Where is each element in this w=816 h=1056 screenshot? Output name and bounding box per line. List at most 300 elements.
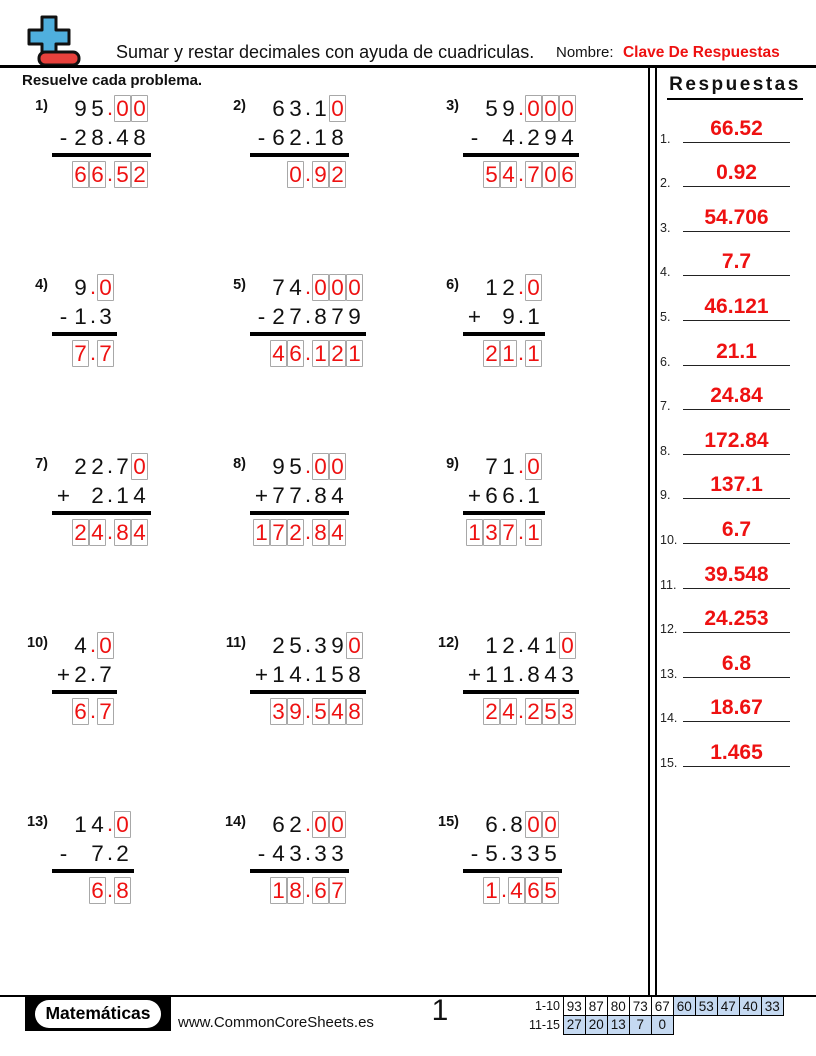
- grid-digit-cell: 6: [525, 877, 542, 904]
- score-cell: 60: [673, 996, 697, 1016]
- digit-cell: 6: [485, 482, 498, 508]
- score-row-label: 11-15: [528, 1017, 560, 1032]
- score-cell: 87: [585, 996, 609, 1016]
- answer-item: [656, 728, 816, 773]
- arithmetic-block: [466, 631, 576, 726]
- grid-digit-cell: 1: [270, 877, 287, 904]
- answer-line: [683, 231, 790, 232]
- answer-value: 18.67: [710, 696, 763, 720]
- arithmetic-block: [466, 94, 576, 189]
- grid-digit-cell: 0: [329, 274, 346, 301]
- digit-cell: 9: [331, 632, 344, 658]
- score-cell: 80: [607, 996, 631, 1016]
- sum-line: [463, 869, 562, 873]
- grid-digit-cell: 0: [312, 453, 329, 480]
- problem-10: [20, 627, 218, 806]
- grid-digit-cell: 0: [525, 453, 542, 480]
- answer-number: 13.: [660, 666, 678, 681]
- answer-value: 0.92: [716, 161, 757, 185]
- answer-line: [683, 142, 790, 143]
- grid-digit-cell: 7: [97, 340, 114, 367]
- problem-number: 13): [27, 814, 48, 830]
- header-divider-line: [0, 65, 816, 68]
- grid-digit-cell: 0: [346, 274, 363, 301]
- sum-line: [250, 511, 349, 515]
- digit-cell: 1: [485, 661, 498, 687]
- decimal-point: .: [517, 124, 525, 149]
- digit-cell: 1: [544, 632, 557, 658]
- problem-15: [431, 806, 641, 985]
- digit-cell: 2: [272, 632, 285, 658]
- digit-cell: 3: [527, 840, 540, 866]
- digit-cell: 8: [91, 124, 104, 150]
- decimal-point: .: [517, 303, 525, 328]
- answer-value: 24.253: [704, 607, 769, 631]
- digit-cell: 2: [91, 453, 104, 479]
- problem-number: 12): [438, 635, 459, 651]
- decimal-point: .: [500, 877, 508, 902]
- grid-digit-cell: 0: [287, 161, 304, 188]
- grid-digit-cell: 2: [329, 340, 346, 367]
- grid-digit-cell: 0: [312, 274, 329, 301]
- score-cell: 73: [629, 996, 653, 1016]
- answer-number: 6.: [660, 354, 671, 369]
- sum-line: [250, 869, 349, 873]
- answer-row: [89, 876, 131, 904]
- arithmetic-block: [55, 94, 148, 189]
- decimal-point: .: [89, 698, 97, 723]
- grid-digit-cell: 6: [72, 161, 89, 188]
- problem-number: 9): [446, 456, 459, 472]
- grid-digit-cell: 0: [131, 95, 148, 122]
- bottom-operand-row: [55, 481, 148, 509]
- answer-value: 54.706: [704, 205, 769, 229]
- decimal-point: .: [304, 274, 312, 299]
- grid-digit-cell: 1: [500, 340, 517, 367]
- grid-digit-cell: 4: [508, 877, 525, 904]
- grid-digit-cell: 4: [500, 698, 517, 725]
- problem-number: 3): [446, 98, 459, 114]
- sum-line: [250, 332, 366, 336]
- digit-cell: 7: [485, 453, 498, 479]
- grid-digit-cell: 3: [270, 698, 287, 725]
- grid-digit-cell: 0: [329, 95, 346, 122]
- score-cell: 40: [739, 996, 763, 1016]
- bottom-operand-row: [466, 839, 559, 867]
- name-row: [556, 44, 780, 62]
- decimal-point: .: [89, 340, 97, 365]
- decimal-point: .: [106, 811, 114, 836]
- grid-digit-cell: 8: [114, 877, 131, 904]
- digit-cell: 8: [527, 661, 540, 687]
- digit-cell: 8: [314, 303, 327, 329]
- website-url: www.CommonCoreSheets.es: [178, 1014, 374, 1031]
- decimal-point: .: [304, 161, 312, 186]
- digit-cell: 5: [485, 840, 498, 866]
- bottom-operand-row: [253, 123, 346, 151]
- digit-cell: 7: [331, 303, 344, 329]
- answers-panel-title-text: Respuestas: [667, 74, 803, 100]
- digit-cell: 9: [348, 303, 361, 329]
- bottom-operand-row: [466, 660, 576, 688]
- arithmetic-block: [253, 452, 346, 547]
- answer-row: [72, 160, 148, 188]
- decimal-point: .: [106, 124, 114, 149]
- decimal-point: .: [89, 274, 97, 299]
- problem-number: 11): [225, 635, 246, 651]
- answer-item: [656, 193, 816, 238]
- score-cell: 33: [761, 996, 785, 1016]
- digit-cell: 4: [133, 482, 146, 508]
- digit-cell: 9: [502, 303, 515, 329]
- plus-sign: +: [254, 482, 269, 508]
- grid-digit-cell: 2: [72, 519, 89, 546]
- digit-cell: 5: [485, 95, 498, 121]
- grid-digit-cell: 5: [312, 698, 329, 725]
- plus-sign: +: [467, 482, 482, 508]
- top-operand-row: [483, 273, 542, 301]
- top-operand-row: [483, 810, 559, 838]
- problem-3: [431, 90, 641, 269]
- answer-number: 7.: [660, 399, 671, 414]
- grid-digit-cell: 1: [525, 519, 542, 546]
- decimal-point: .: [304, 632, 312, 657]
- digit-cell: 8: [133, 124, 146, 150]
- bottom-operand-row: [253, 839, 346, 867]
- score-table: [518, 996, 784, 1035]
- digit-cell: 3: [314, 840, 327, 866]
- digit-cell: 1: [74, 303, 87, 329]
- decimal-point: .: [517, 661, 525, 686]
- grid-digit-cell: 1: [483, 877, 500, 904]
- top-operand-row: [72, 273, 114, 301]
- answer-row: [270, 876, 346, 904]
- digit-cell: 2: [502, 632, 515, 658]
- problem-number: 7): [35, 456, 48, 472]
- answer-line: [683, 721, 790, 722]
- grid-digit-cell: 3: [483, 519, 500, 546]
- answer-line: [683, 677, 790, 678]
- answer-row: [483, 876, 559, 904]
- digit-cell: 2: [74, 661, 87, 687]
- decimal-point: .: [304, 124, 312, 149]
- bottom-operand-row: [55, 839, 131, 867]
- digit-cell: 4: [91, 811, 104, 837]
- sum-line: [52, 511, 151, 515]
- grid-digit-cell: 0: [525, 811, 542, 838]
- arithmetic-block: [466, 273, 542, 368]
- arithmetic-block: [55, 452, 148, 547]
- digit-cell: 9: [74, 274, 87, 300]
- minus-sign: -: [59, 124, 68, 150]
- digit-cell: 4: [527, 632, 540, 658]
- grid-digit-cell: 9: [312, 161, 329, 188]
- digit-cell: 7: [272, 482, 285, 508]
- digit-cell: 4: [289, 274, 302, 300]
- arithmetic-block: [55, 273, 114, 368]
- grid-digit-cell: 0: [542, 161, 559, 188]
- bottom-operand-row: [253, 481, 346, 509]
- plus-minus-logo: [20, 14, 86, 70]
- sum-line: [52, 690, 117, 694]
- digit-cell: 6: [272, 95, 285, 121]
- answer-line: [683, 588, 790, 589]
- problem-number: 14): [225, 814, 246, 830]
- digit-cell: 2: [527, 124, 540, 150]
- top-operand-row: [483, 452, 542, 480]
- grid-digit-cell: 7: [72, 340, 89, 367]
- decimal-point: .: [517, 340, 525, 365]
- top-operand-row: [72, 452, 148, 480]
- decimal-point: .: [517, 161, 525, 186]
- answer-item: [656, 149, 816, 194]
- answer-value: 7.7: [721, 250, 752, 274]
- grid-digit-cell: 2: [483, 340, 500, 367]
- digit-cell: 7: [116, 453, 129, 479]
- answer-line: [683, 365, 790, 366]
- digit-cell: 6: [502, 482, 515, 508]
- digit-cell: 4: [331, 482, 344, 508]
- problem-number: 5): [233, 277, 246, 293]
- digit-cell: 1: [314, 661, 327, 687]
- name-value: Clave De Respuestas: [622, 44, 780, 61]
- answers-panel-title: [660, 74, 810, 100]
- sum-line: [52, 332, 117, 336]
- arithmetic-block: [466, 452, 542, 547]
- problem-number: 4): [35, 277, 48, 293]
- answer-value: 6.8: [721, 651, 752, 675]
- grid-digit-cell: 6: [89, 161, 106, 188]
- grid-digit-cell: 0: [97, 274, 114, 301]
- grid-digit-cell: 0: [542, 811, 559, 838]
- grid-digit-cell: 0: [114, 95, 131, 122]
- digit-cell: 1: [527, 303, 540, 329]
- answer-row: [72, 697, 114, 725]
- answer-line: [683, 454, 790, 455]
- top-operand-row: [270, 273, 363, 301]
- grid-digit-cell: 6: [287, 340, 304, 367]
- answer-row: [287, 160, 346, 188]
- answer-number: 2.: [660, 176, 671, 191]
- grid-digit-cell: 4: [89, 519, 106, 546]
- top-operand-row: [483, 94, 576, 122]
- answer-value: 39.548: [704, 562, 769, 586]
- decimal-point: .: [304, 519, 312, 544]
- digit-cell: 3: [289, 840, 302, 866]
- arithmetic-block: [55, 631, 114, 726]
- problem-8: [218, 448, 431, 627]
- digit-cell: 4: [289, 661, 302, 687]
- bottom-operand-row: [55, 660, 114, 688]
- answer-number: 1.: [660, 131, 671, 146]
- brand-badge: [25, 997, 171, 1031]
- plus-sign: +: [467, 303, 482, 329]
- grid-digit-cell: 6: [89, 877, 106, 904]
- grid-digit-cell: 2: [525, 698, 542, 725]
- decimal-point: .: [304, 698, 312, 723]
- arithmetic-block: [253, 631, 363, 726]
- plus-sign: +: [467, 661, 482, 687]
- digit-cell: 3: [314, 632, 327, 658]
- decimal-point: .: [304, 811, 312, 836]
- top-operand-row: [270, 631, 363, 659]
- digit-cell: 5: [544, 840, 557, 866]
- sum-line: [52, 153, 151, 157]
- answer-value: 24.84: [710, 384, 763, 408]
- answer-row: [483, 697, 576, 725]
- digit-cell: 8: [510, 811, 523, 837]
- answer-item: [656, 461, 816, 506]
- grid-digit-cell: 1: [253, 519, 270, 546]
- decimal-point: .: [89, 632, 97, 657]
- problem-number: 8): [233, 456, 246, 472]
- digit-cell: 7: [289, 482, 302, 508]
- digit-cell: 7: [99, 661, 112, 687]
- grid-digit-cell: 5: [114, 161, 131, 188]
- digit-cell: 2: [91, 482, 104, 508]
- digit-cell: 5: [91, 95, 104, 121]
- arithmetic-block: [253, 94, 346, 189]
- bottom-operand-row: [253, 660, 363, 688]
- digit-cell: 3: [331, 840, 344, 866]
- sum-line: [463, 332, 545, 336]
- answer-item: [656, 327, 816, 372]
- grid-digit-cell: 8: [287, 877, 304, 904]
- grid-digit-cell: 0: [542, 95, 559, 122]
- answer-row: [483, 339, 542, 367]
- decimal-point: .: [517, 453, 525, 478]
- grid-digit-cell: 8: [312, 519, 329, 546]
- grid-digit-cell: 8: [114, 519, 131, 546]
- grid-digit-cell: 0: [329, 811, 346, 838]
- digit-cell: 7: [272, 274, 285, 300]
- digit-cell: 7: [91, 840, 104, 866]
- digit-cell: 4: [544, 661, 557, 687]
- answer-line: [683, 498, 790, 499]
- answer-number: 8.: [660, 443, 671, 458]
- digit-cell: 6: [485, 811, 498, 837]
- decimal-point: .: [304, 877, 312, 902]
- answer-row: [270, 697, 363, 725]
- decimal-point: .: [304, 95, 312, 120]
- arithmetic-block: [253, 273, 363, 368]
- decimal-point: .: [304, 453, 312, 478]
- decimal-point: .: [106, 95, 114, 120]
- grid-digit-cell: 0: [525, 95, 542, 122]
- answer-item: [656, 416, 816, 461]
- answer-line: [683, 766, 790, 767]
- decimal-point: .: [106, 161, 114, 186]
- grid-digit-cell: 4: [500, 161, 517, 188]
- problem-number: 1): [35, 98, 48, 114]
- digit-cell: 1: [502, 661, 515, 687]
- problem-2: [218, 90, 431, 269]
- answer-line: [683, 632, 790, 633]
- decimal-point: .: [517, 482, 525, 507]
- grid-digit-cell: 0: [346, 632, 363, 659]
- grid-digit-cell: 0: [525, 274, 542, 301]
- score-row-label: 1-10: [534, 999, 560, 1013]
- decimal-point: .: [500, 811, 508, 836]
- digit-cell: 6: [272, 124, 285, 150]
- digit-cell: 4: [561, 124, 574, 150]
- problem-4: [20, 269, 218, 448]
- digit-cell: 9: [74, 95, 87, 121]
- answer-number: 11.: [660, 577, 677, 592]
- digit-cell: 2: [116, 840, 129, 866]
- digit-cell: 1: [116, 482, 129, 508]
- digit-cell: 5: [289, 632, 302, 658]
- spacer: [72, 482, 89, 509]
- digit-cell: 2: [502, 274, 515, 300]
- answer-item: [656, 505, 816, 550]
- grid-digit-cell: 2: [287, 519, 304, 546]
- digit-cell: 6: [272, 811, 285, 837]
- grid-digit-cell: 2: [329, 161, 346, 188]
- grid-digit-cell: 3: [559, 698, 576, 725]
- answer-item: [656, 104, 816, 149]
- score-cell: 53: [695, 996, 719, 1016]
- answer-number: 9.: [660, 488, 671, 503]
- digit-cell: 4: [272, 840, 285, 866]
- bottom-operand-row: [466, 123, 576, 151]
- digit-cell: 1: [314, 124, 327, 150]
- digit-cell: 9: [272, 453, 285, 479]
- answer-item: [656, 595, 816, 640]
- problem-9: [431, 448, 641, 627]
- instructions-text: Resuelve cada problema.: [22, 72, 203, 89]
- digit-cell: 5: [331, 661, 344, 687]
- sum-line: [463, 690, 579, 694]
- grid-digit-cell: 0: [559, 632, 576, 659]
- grid-digit-cell: 5: [483, 161, 500, 188]
- grid-digit-cell: 7: [329, 877, 346, 904]
- digit-cell: 8: [314, 482, 327, 508]
- decimal-point: .: [517, 519, 525, 544]
- score-cell: 7: [629, 1015, 653, 1035]
- top-operand-row: [270, 452, 346, 480]
- answer-item: [656, 238, 816, 283]
- digit-cell: 1: [74, 811, 87, 837]
- minus-sign: -: [470, 840, 479, 866]
- decimal-point: .: [106, 840, 114, 865]
- digit-cell: 1: [272, 661, 285, 687]
- problem-13: [20, 806, 218, 985]
- problem-14: [218, 806, 431, 985]
- problem-number: 15): [438, 814, 459, 830]
- score-row: [518, 996, 784, 1016]
- problem-1: [20, 90, 218, 269]
- grid-digit-cell: 7: [270, 519, 287, 546]
- digit-cell: 3: [561, 661, 574, 687]
- decimal-point: .: [304, 482, 312, 507]
- minus-sign: -: [257, 124, 266, 150]
- grid-digit-cell: 4: [329, 519, 346, 546]
- spacer: [483, 303, 500, 330]
- answer-row: [72, 339, 114, 367]
- answer-number: 15.: [660, 755, 678, 770]
- score-cell: 0: [651, 1015, 675, 1035]
- decimal-point: .: [500, 840, 508, 865]
- decimal-point: .: [304, 303, 312, 328]
- page-number: 1: [431, 994, 449, 1027]
- grid-digit-cell: 4: [329, 698, 346, 725]
- grid-digit-cell: 0: [329, 453, 346, 480]
- spacer: [72, 840, 89, 867]
- problem-number: 10): [27, 635, 48, 651]
- digit-cell: 8: [348, 661, 361, 687]
- grid-digit-cell: 9: [287, 698, 304, 725]
